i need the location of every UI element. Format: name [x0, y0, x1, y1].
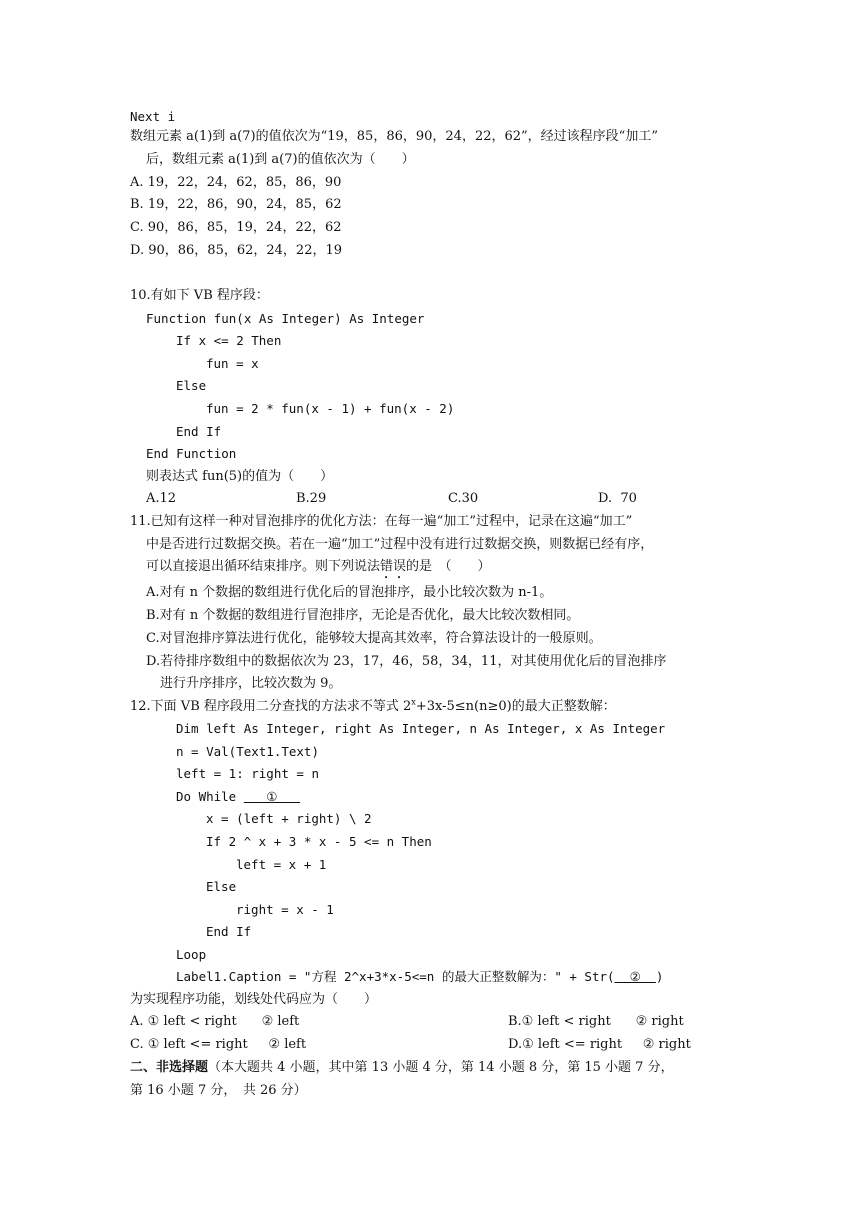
q10-question: 则表达式 fun(5)的值为（ ） — [146, 469, 334, 484]
q9-option-c: C. 90，86，85，19，24，22，62 — [130, 220, 342, 235]
q11-option-b: B.对有 n 个数据的数组进行冒泡排序，无论是否优化，最大比较次数相同。 — [146, 608, 580, 623]
q11-option-a: A.对有 n 个数据的数组进行优化后的冒泡排序，最小比较次数为 n-1。 — [146, 585, 553, 600]
code-line: End If — [206, 924, 252, 939]
q11-option-c: C.对冒泡排序算法进行优化，能够较大提高其效率，符合算法设计的一般原则。 — [146, 631, 602, 646]
code-line: Dim left As Integer, right As Integer, n As Integer, x As Integer — [176, 721, 666, 736]
q12-question: 为实现程序功能，划线处代码应为（ ） — [130, 992, 378, 1007]
code-line: End Function — [146, 446, 237, 461]
q10-option-b: B.29 — [296, 491, 327, 506]
q12-stem: 12.下面 VB 程序段用二分查找的方法求不等式 $2^x+3x-5\le n(n\ge 0)$的最大正整数解： — [130, 697, 616, 714]
code-line: right = x - 1 — [236, 902, 334, 917]
q11-option-d-cont: 进行升序排序，比较次数为 9。 — [160, 676, 342, 691]
q10-stem: 10.有如下 VB 程序段： — [130, 288, 269, 303]
q10-option-a: A.12 — [146, 491, 177, 506]
q9-stem: 后，数组元素 a(1)到 a(7)的值依次为（ ） — [146, 152, 415, 167]
section-title: 二、非选择题 — [130, 1060, 209, 1075]
q12-option-a: A. ① left < right ② left — [130, 1014, 300, 1029]
code-line: Else — [206, 879, 237, 894]
blank-2: ② — [614, 969, 656, 984]
q12-option-c: C. ① left <= right ② left — [130, 1037, 307, 1052]
q11-stem: 中是否进行过数据交换。若在一遍“加工”过程中没有进行过数据交换，则数据已经有序， — [146, 537, 654, 552]
code-line: n = Val(Text1.Text) — [176, 744, 319, 759]
q9-stem: 数组元素 a(1)到 a(7)的值依次为“19，85，86，90，24，22，62”，经过该程序段“加工” — [130, 129, 658, 144]
code-line: Else — [176, 378, 207, 393]
section-description: 第 16 小题 7 分， 共 26 分） — [130, 1083, 307, 1098]
q11-stem: 11.已知有这样一种对冒泡排序的优化方法：在每一遍“加工”过程中，记录在这遍“加工” — [130, 514, 633, 529]
code-line: If x <= 2 Then — [176, 333, 282, 348]
code-line: Loop — [176, 947, 207, 962]
emphasis-text: 错误 — [380, 559, 407, 574]
code-line: x = (left + right) \ 2 — [206, 811, 372, 826]
code-line: Do While ① — [176, 789, 301, 804]
q9-option-a: A. 19，22，24，62，85，86，90 — [130, 175, 342, 190]
code-line: Function fun(x As Integer) As Integer — [146, 311, 425, 326]
code-line: fun = 2 * fun(x - 1) + fun(x - 2) — [206, 401, 455, 416]
q11-stem: 可以直接退出循环结束排序。则下列说法错误的是 （ ） — [146, 559, 491, 574]
code-line: End If — [176, 424, 222, 439]
q12-option-d: D.① left <= right ② right — [508, 1037, 691, 1052]
code-line: left = 1: right = n — [176, 766, 319, 781]
q9-option-b: B. 19，22，86，90，24，85，62 — [130, 197, 342, 212]
code-line: Next i — [130, 109, 176, 124]
blank-1: ① — [243, 789, 301, 804]
code-line: If 2 ^ x + 3 * x - 5 <= n Then — [206, 834, 432, 849]
q9-option-d: D. 90，86，85，62，24，22，19 — [130, 243, 343, 258]
code-line: Label1.Caption = "方程 2^x+3*x-5<=n 的最大正整数解为：" + Str( ② ) — [176, 969, 664, 984]
section-heading: 二、非选择题（本大题共 4 小题，其中第 13 小题 4 分，第 14 小题 8 分，第 15 小题 7 分， — [130, 1060, 674, 1075]
code-line: fun = x — [206, 356, 259, 371]
code-line: left = x + 1 — [236, 857, 327, 872]
q10-option-c: C.30 — [448, 491, 479, 506]
q12-option-b: B.① left < right ② right — [508, 1014, 684, 1029]
q10-option-d: D. 70 — [598, 491, 637, 506]
q11-option-d: D.若待排序数组中的数据依次为 23，17，46，58，34，11，对其使用优化后的冒泡排序 — [146, 654, 667, 669]
